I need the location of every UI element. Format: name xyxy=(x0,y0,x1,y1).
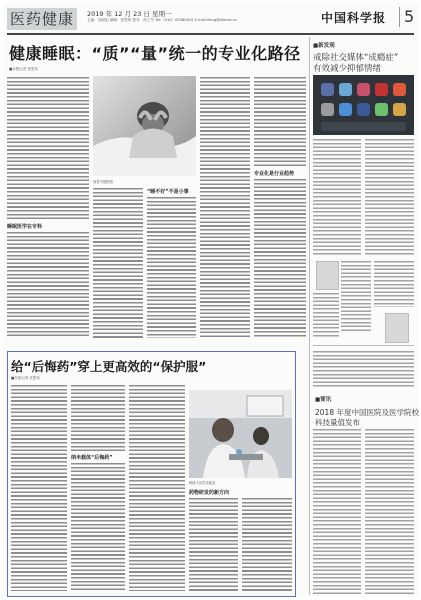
news-headline-line-1: 戒除社交媒体“成瘾症” xyxy=(313,53,399,63)
lab-photo-caption: 科研人员在实验室 xyxy=(189,481,216,485)
social-apps-photo xyxy=(313,75,414,135)
lead-headline: 健康睡眠：“质”“量”统一的专业化路径 xyxy=(9,44,301,63)
lead-text-col-2 xyxy=(93,188,143,338)
feature-text-col-3 xyxy=(129,385,185,591)
lead-text-col-5b xyxy=(254,179,306,338)
lead-subhead-1: 睡眠医学在专科 xyxy=(7,224,43,230)
lead-subhead-3: 专业化是行业趋势 xyxy=(254,171,295,177)
lead-text-col-1 xyxy=(7,77,89,219)
news-headline-line-2: 有效减少抑郁情绪 xyxy=(313,64,382,74)
editor-contact: 主编：冯丽妃 编辑：张思玮 校对：何工劳 Tel:（010）62580615 E-mail:lfeng@stimes.cn xyxy=(87,18,237,22)
sleep-photo-caption: 视觉中国供图 xyxy=(93,180,113,184)
lead-text-col-4 xyxy=(200,77,250,338)
brief-tag: ■简讯 xyxy=(315,397,332,403)
news-tag: ■新发现 xyxy=(313,43,335,49)
author-portrait-2 xyxy=(385,313,409,343)
feature-subhead-2: 药物研发的新方向 xyxy=(189,490,230,496)
feature-text-col-4 xyxy=(189,498,238,591)
right-column-rule xyxy=(313,345,414,346)
lead-text-col-5 xyxy=(254,77,306,167)
brief-text-col-2 xyxy=(365,429,414,595)
feature-subhead-1: 纳米载体“后悔药” xyxy=(71,455,113,461)
feature-headline: 给“后悔药”穿上更高效的“保护服” xyxy=(11,359,207,374)
lab-photo xyxy=(189,390,292,478)
news-text-col-3 xyxy=(341,261,371,331)
news-text-col-5 xyxy=(313,293,339,337)
page-number: 5 xyxy=(399,7,414,27)
sleep-photo xyxy=(93,76,196,176)
news-text-col-1 xyxy=(313,139,361,257)
news-text-col-4 xyxy=(374,261,414,307)
news-text-col-2 xyxy=(365,139,414,257)
feature-text-col-1 xyxy=(11,385,67,591)
brief-text-col-1 xyxy=(313,429,361,595)
lead-text-col-3 xyxy=(147,197,196,338)
column-divider xyxy=(309,37,310,595)
feature-text-col-2 xyxy=(71,385,125,451)
header-rule xyxy=(7,33,414,35)
lead-subhead-2: “睡不好”不是小事 xyxy=(147,189,189,195)
feature-text-col-2b xyxy=(71,463,125,591)
brief-headline-line-1: 2018 年度中国医院及医学院校 xyxy=(315,408,419,417)
issue-date: 2019 年 12 月 23 日 星期一 xyxy=(87,10,172,18)
lead-byline: ■本报记者 张思玮 xyxy=(9,67,38,71)
masthead-logo: 中国科学报 xyxy=(321,11,387,25)
brief-headline-line-2: 科技量值发布 xyxy=(315,418,360,427)
feature-text-col-5 xyxy=(242,498,292,591)
newspaper-page xyxy=(3,3,418,597)
lead-text-col-1b xyxy=(7,232,89,337)
news-text-block xyxy=(313,351,414,389)
author-portrait-1 xyxy=(316,261,339,290)
section-tag: 医药健康 xyxy=(7,8,77,30)
feature-byline: ■本报记者 张思玮 xyxy=(11,376,40,380)
